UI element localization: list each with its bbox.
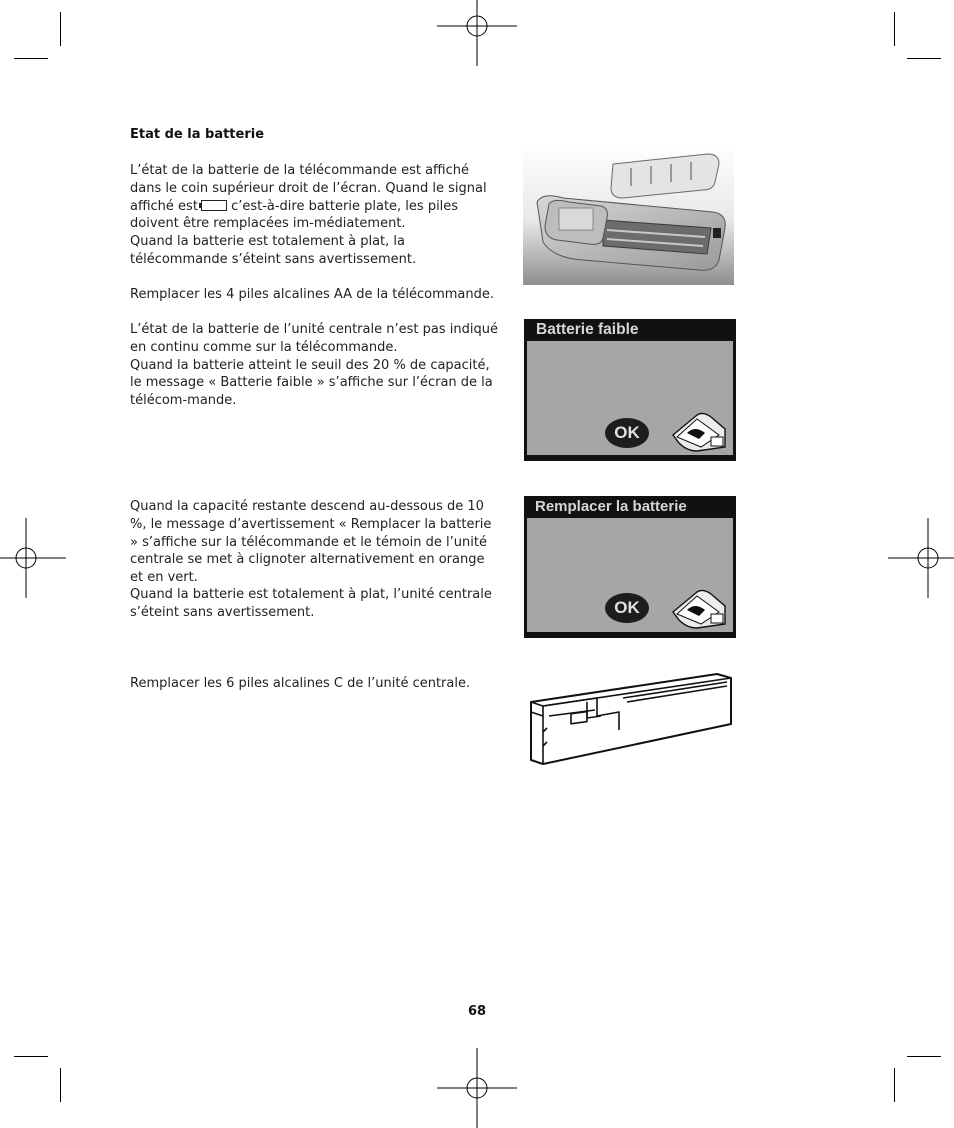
ok-button[interactable]: OK bbox=[605, 418, 649, 448]
registration-mark-right-icon bbox=[888, 518, 954, 598]
paragraph-text: Quand la batterie est totalement à plat, la télécommande s’éteint sans avertissement. bbox=[130, 234, 417, 267]
screen-title: Remplacer la batterie bbox=[535, 498, 687, 515]
registration-mark-top-icon bbox=[437, 0, 517, 66]
paragraph-text: L’état de la batterie de l’unité centrale n’est pas indiqué en continu comme sur la télécommande. bbox=[130, 322, 498, 355]
empty-battery-icon bbox=[201, 200, 227, 211]
replace-battery-screen bbox=[524, 496, 736, 638]
screen-title: Batterie faible bbox=[536, 321, 639, 338]
page-number: 68 bbox=[467, 1004, 487, 1019]
paragraph-replace-aa: Remplacer les 4 piles alcalines AA de la télécommande. bbox=[130, 287, 495, 302]
registration-mark-left-icon bbox=[0, 518, 66, 598]
paragraph-remote-battery bbox=[130, 162, 500, 269]
paragraph-text: Quand la batterie atteint le seuil des 20 % de capacité, le message « Batterie faible » s’affiche sur l’écran de la télécom-mande. bbox=[130, 357, 493, 409]
paragraph-low-capacity: Quand la capacité restante descend au-dessous de 10 %, le message d’avertissement « Remplacer la batterie » s’affiche sur la télécommande et le témoin de l’unité centrale se met à clignoter alternativement en orange et en vert. bbox=[130, 499, 492, 586]
section-heading: Etat de la batterie bbox=[130, 127, 265, 142]
battery-compartment-drawing bbox=[527, 672, 735, 768]
ok-button[interactable]: OK bbox=[605, 593, 649, 623]
battery-unit-icon bbox=[667, 584, 729, 630]
battery-unit-icon bbox=[667, 407, 729, 453]
screen-body bbox=[527, 341, 733, 455]
screen-body bbox=[527, 518, 733, 632]
paragraph-text: L’état de la batterie de la télécommande est affiché dans le coin supérieur droit de l’écran. Quand le signal affiché est bbox=[130, 163, 487, 214]
paragraph-central-shutdown: Quand la batterie est totalement à plat, l’unité centrale s’éteint sans avertissement. bbox=[130, 587, 492, 620]
registration-mark-bottom-icon bbox=[437, 1048, 517, 1128]
remote-control-battery-photo bbox=[523, 142, 734, 285]
low-battery-screen bbox=[524, 319, 736, 461]
paragraph-text: c’est-à-dire batterie plate, les piles doivent être remplacées im-médiatement. bbox=[130, 198, 459, 232]
paragraph-central-unit-battery bbox=[130, 321, 500, 410]
paragraph-replace-c: Remplacer les 6 piles alcalines C de l’unité centrale. bbox=[130, 676, 471, 691]
